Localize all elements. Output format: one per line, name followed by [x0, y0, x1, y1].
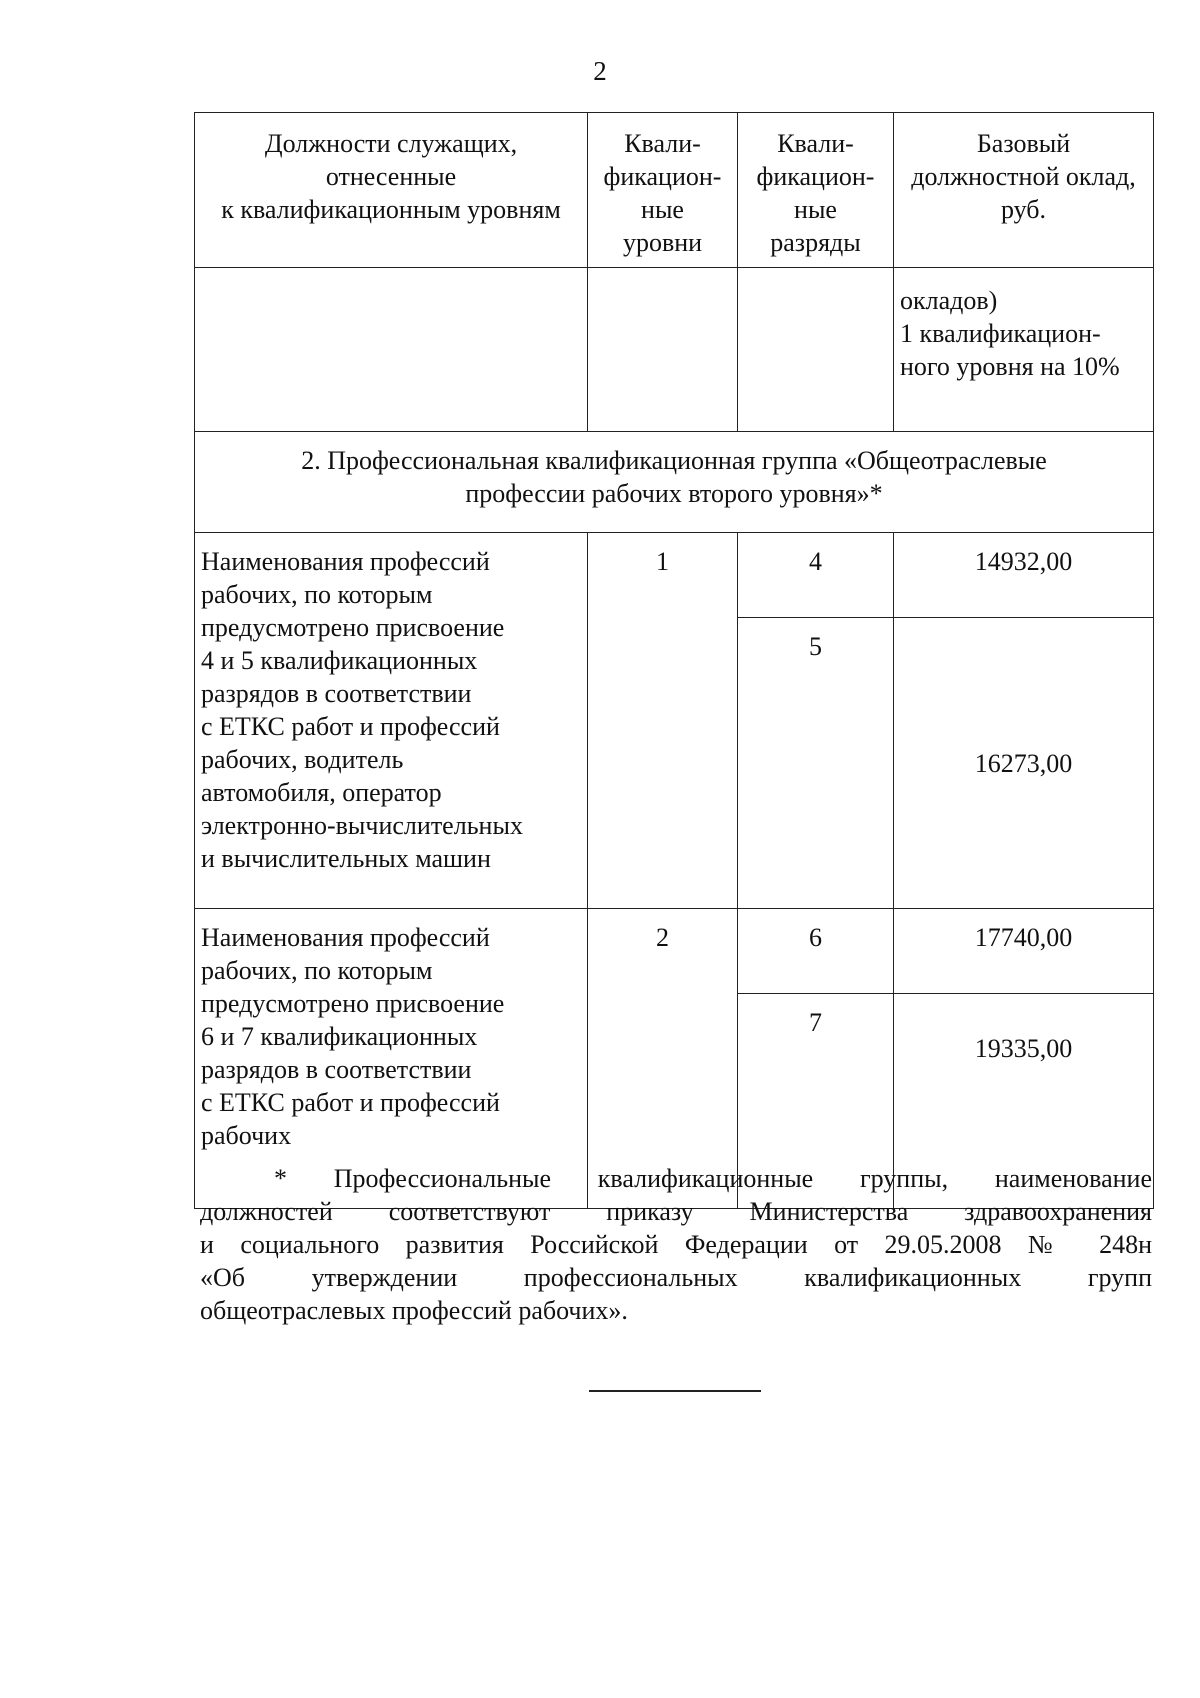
table-row-continuation	[195, 268, 1154, 432]
profession-names-level-1: Наименования профессий рабочих, по которым предусмотрено присвоение 4 и 5 квалификационных разрядов в соответствии с ЕТКС работ и профессий рабочих, водитель автомобиля, оператор электронно-вычислительных и вычислительных машин	[195, 533, 588, 909]
salary-table	[194, 112, 1154, 1209]
end-separator-line	[589, 1390, 761, 1392]
footnote-line: «Об утверждении профессиональных квалификационных групп	[200, 1263, 1152, 1292]
header-qual-levels: Квали- фикацион- ные уровни	[588, 113, 738, 268]
salary-grade-5: 16273,00	[894, 618, 1154, 909]
header-positions: Должности служащих, отнесенные к квалификационным уровням	[195, 113, 588, 268]
qual-level-2: 2	[588, 909, 738, 1209]
salary-grade-4: 14932,00	[894, 533, 1154, 618]
footnote-line: * Профессиональные квалификационные группы, наименование	[274, 1164, 1152, 1193]
qual-level-1: 1	[588, 533, 738, 909]
table-row	[195, 533, 1154, 618]
salary-grade-7: 19335,00	[894, 994, 1154, 1209]
salary-grade-6: 17740,00	[894, 909, 1154, 994]
header-base-salary: Базовый должностной оклад, руб.	[894, 113, 1154, 268]
table-row	[195, 909, 1154, 994]
grade-6: 6	[738, 909, 894, 994]
grade-4: 4	[738, 533, 894, 618]
header-qual-grades: Квали- фикацион- ные разряды	[738, 113, 894, 268]
footnote	[200, 1162, 1152, 1327]
footnote-line: и социального развития Российской Федерации от 29.05.2008 № 248н	[200, 1230, 1152, 1259]
footnote-line: общеотраслевых профессий рабочих».	[200, 1296, 628, 1325]
grade-7: 7	[738, 994, 894, 1209]
group-title: 2. Профессиональная квалификационная группа «Общеотраслевые профессии рабочих второго уровня»*	[195, 432, 1154, 533]
profession-names-level-2: Наименования профессий рабочих, по которым предусмотрено присвоение 6 и 7 квалификационных разрядов в соответствии с ЕТКС работ и профессий рабочих	[195, 909, 588, 1209]
continuation-text: окладов) 1 квалификацион- ного уровня на 10%	[894, 268, 1154, 432]
grade-5: 5	[738, 618, 894, 909]
page-number: 2	[593, 56, 607, 86]
cell-empty	[738, 268, 894, 432]
footnote-line: должностей соответствуют приказу Министерства здравоохранения	[200, 1197, 1152, 1226]
table-header-row	[195, 113, 1154, 268]
group-title-row	[195, 432, 1154, 533]
cell-empty	[195, 268, 588, 432]
cell-empty	[588, 268, 738, 432]
